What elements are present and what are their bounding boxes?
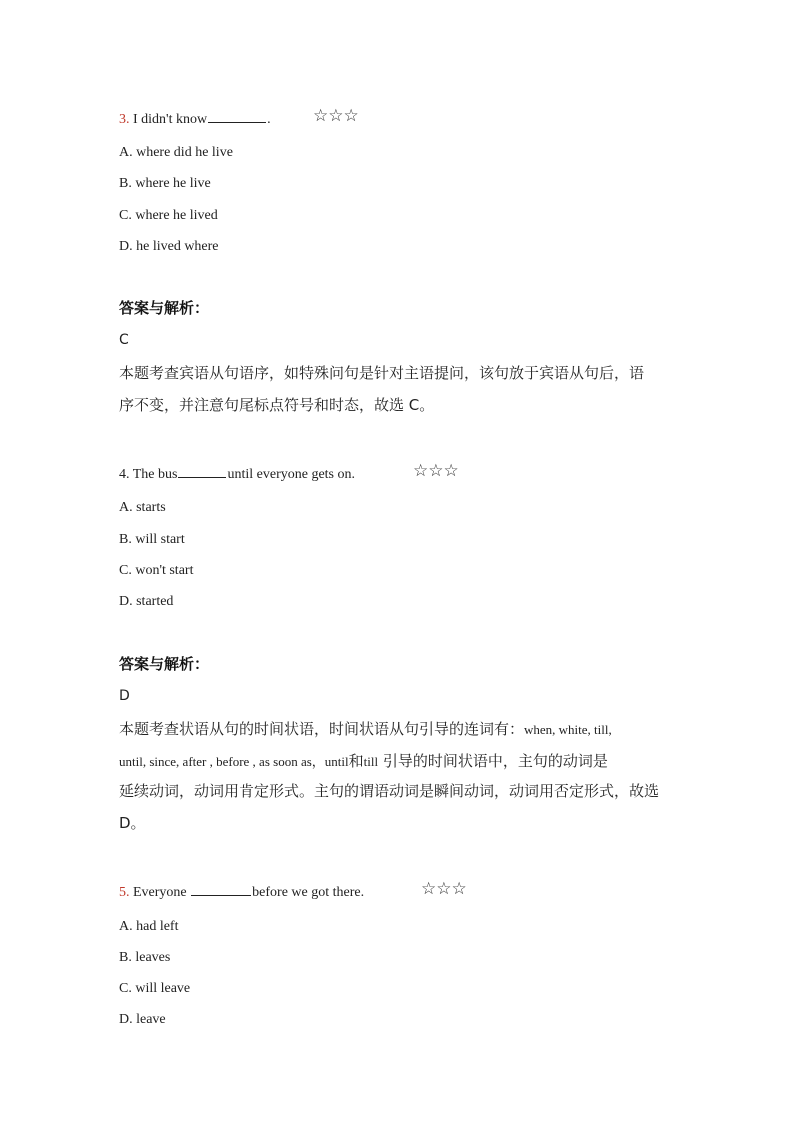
- question-5-stem: [119, 881, 364, 902]
- answer-blank: [208, 108, 266, 123]
- explanation-line: 延续动词，动词用肯定形式。主句的谓语动词是瞬间动词，动词用否定形式，故选: [119, 782, 660, 800]
- option-a: A. starts: [119, 500, 166, 515]
- question-text-after: .: [267, 112, 271, 127]
- explanation-line: [119, 750, 674, 771]
- option-c: C. where he lived: [119, 208, 218, 223]
- question-4-stem: [119, 463, 355, 484]
- answer-blank: [191, 881, 251, 896]
- answer-heading: 答案与解析：: [119, 299, 210, 317]
- option-d: D. he lived where: [119, 239, 219, 254]
- answer-heading: 答案与解析：: [119, 655, 210, 673]
- option-d: D. started: [119, 594, 174, 609]
- question-number: 5.: [119, 885, 130, 900]
- answer-blank: [178, 463, 226, 478]
- explanation-text: till: [363, 754, 379, 769]
- answer-letter: C: [119, 332, 129, 348]
- question-3-stem: [119, 108, 271, 129]
- question-number: 4.: [119, 467, 130, 482]
- difficulty-stars: ☆☆☆: [413, 461, 459, 481]
- explanation-line: 序不变，并注意句尾标点符号和时态，故选 C。: [119, 396, 435, 414]
- difficulty-stars: ☆☆☆: [421, 879, 467, 899]
- option-c: C. won't start: [119, 563, 194, 578]
- option-b: B. where he live: [119, 176, 211, 191]
- explanation-line: 本题考查宾语从句语序，如特殊问句是针对主语提问，该句放于宾语从句后，语: [119, 364, 645, 382]
- explanation-text: 和: [348, 752, 364, 770]
- explanation-line: D。: [119, 814, 146, 832]
- explanation-text: until, since, after , before , as soon as，until: [119, 754, 349, 769]
- question-text-after: until everyone gets on.: [227, 467, 355, 482]
- question-text-before: The bus: [132, 467, 178, 482]
- question-text-before: I didn't know: [133, 112, 208, 127]
- explanation-line: [119, 718, 674, 739]
- answer-letter: D: [119, 688, 130, 704]
- option-b: B. will start: [119, 532, 185, 547]
- explanation-text: 引导的时间状语中，主句的动词是: [382, 752, 608, 770]
- explanation-text: 本题考查状语从句的时间状语，时间状语从句引导的连词有：: [119, 720, 525, 738]
- question-text-after: before we got there.: [252, 885, 365, 900]
- explanation-text: when, white, till,: [524, 722, 612, 737]
- option-a: A. where did he live: [119, 145, 233, 160]
- option-a: A. had left: [119, 919, 179, 934]
- option-c: C. will leave: [119, 981, 191, 996]
- option-b: B. leaves: [119, 950, 171, 965]
- difficulty-stars: ☆☆☆: [313, 106, 359, 126]
- question-number: 3.: [119, 112, 130, 127]
- question-text-before: Everyone: [133, 885, 187, 900]
- option-d: D. leave: [119, 1012, 166, 1027]
